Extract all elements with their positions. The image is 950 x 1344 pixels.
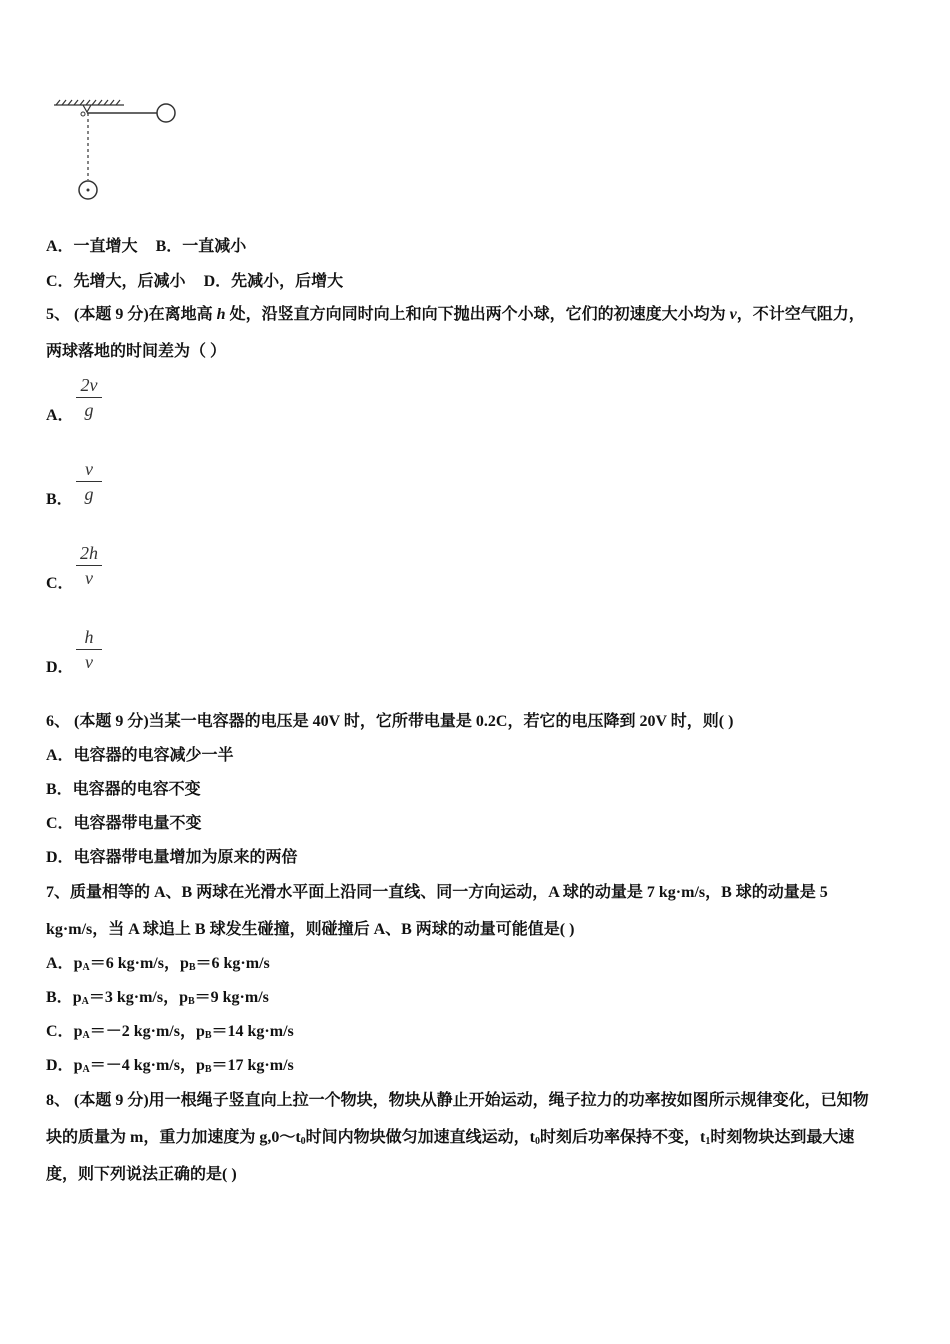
q5-option-c-label[interactable]: C．	[46, 575, 74, 592]
q6-option-a[interactable]: A．电容器的电容减少一半	[46, 747, 234, 764]
q4-options-row2	[46, 271, 343, 292]
ball-horizontal	[157, 104, 175, 122]
pendulum-figure	[50, 98, 180, 204]
q4-options-row1	[46, 236, 246, 257]
q7-option-c[interactable]: C．$p_A=-2$ kg·m/s，$p_B=14$ kg·m/s	[46, 1023, 294, 1041]
q6-option-b[interactable]: B．电容器的电容不变	[46, 781, 201, 798]
q5-option-d-fraction: h v	[76, 626, 102, 673]
q5-option-b-label[interactable]: B．	[46, 491, 73, 508]
q8-stem-line3: 度，则下列说法正确的是( )	[46, 1166, 237, 1183]
q5-option-b-fraction: v g	[76, 458, 102, 505]
q5-option-a-fraction: 2v g	[76, 374, 102, 421]
q7-option-a[interactable]: A．$p_A=6$ kg·m/s，$p_B=6$ kg·m/s	[46, 955, 270, 973]
q7-option-d[interactable]: D．$p_A=-4$ kg·m/s，$p_B=17$ kg·m/s	[46, 1057, 294, 1075]
q4-option-b[interactable]: B．一直减小	[155, 238, 247, 255]
q5-stem-line2: 两球落地的时间差为（ ）	[46, 343, 227, 360]
pivot	[83, 105, 91, 112]
q4-option-c[interactable]: C．先增大，后减小	[46, 273, 186, 290]
q4-option-a[interactable]: A．一直增大	[46, 238, 138, 255]
q6-option-c[interactable]: C．电容器带电量不变	[46, 815, 202, 832]
q5-stem-line1: 5、 (本题 9 分)在离地高 h 处，沿竖直方向同时向上和向下抛出两个小球，它们的初速度大小均为 v，不计空气阻力，	[46, 306, 865, 323]
ceiling-hatch	[54, 100, 124, 105]
q5-option-c-fraction: 2h v	[76, 542, 102, 589]
q8-stem-line2: 块的质量为 m，重力加速度为 $g,0\sim t_0$时间内物块做匀加速直线运动，$t_0$时刻后功率保持不变，$t_1$时刻物块达到最大速	[46, 1129, 855, 1147]
q5-option-d-label[interactable]: D．	[46, 659, 74, 676]
q5-option-a-label[interactable]: A．	[46, 407, 74, 424]
q7-stem-line1: 7、质量相等的 A、B 两球在光滑水平面上沿同一直线、同一方向运动，A 球的动量是 7 kg·m/s，B 球的动量是 5	[46, 884, 828, 901]
q7-stem-line2: kg·m/s，当 A 球追上 B 球发生碰撞，则碰撞后 A、B 两球的动量可能值是( )	[46, 921, 575, 938]
q4-option-d[interactable]: D．先减小，后增大	[203, 273, 344, 290]
q6-option-d[interactable]: D．电容器带电量增加为原来的两倍	[46, 849, 298, 866]
q6-stem: 6、 (本题 9 分)当某一电容器的电压是 40V 时，它所带电量是 0.2C，若它的电压降到 20V 时，则( )	[46, 713, 734, 730]
q7-option-b[interactable]: B．$p_A=3$ kg·m/s，$p_B=9$ kg·m/s	[46, 989, 269, 1007]
q8-stem-line1: 8、 (本题 9 分)用一根绳子竖直向上拉一个物块，物块从静止开始运动，绳子拉力的功率按如图所示规律变化，已知物	[46, 1092, 869, 1109]
